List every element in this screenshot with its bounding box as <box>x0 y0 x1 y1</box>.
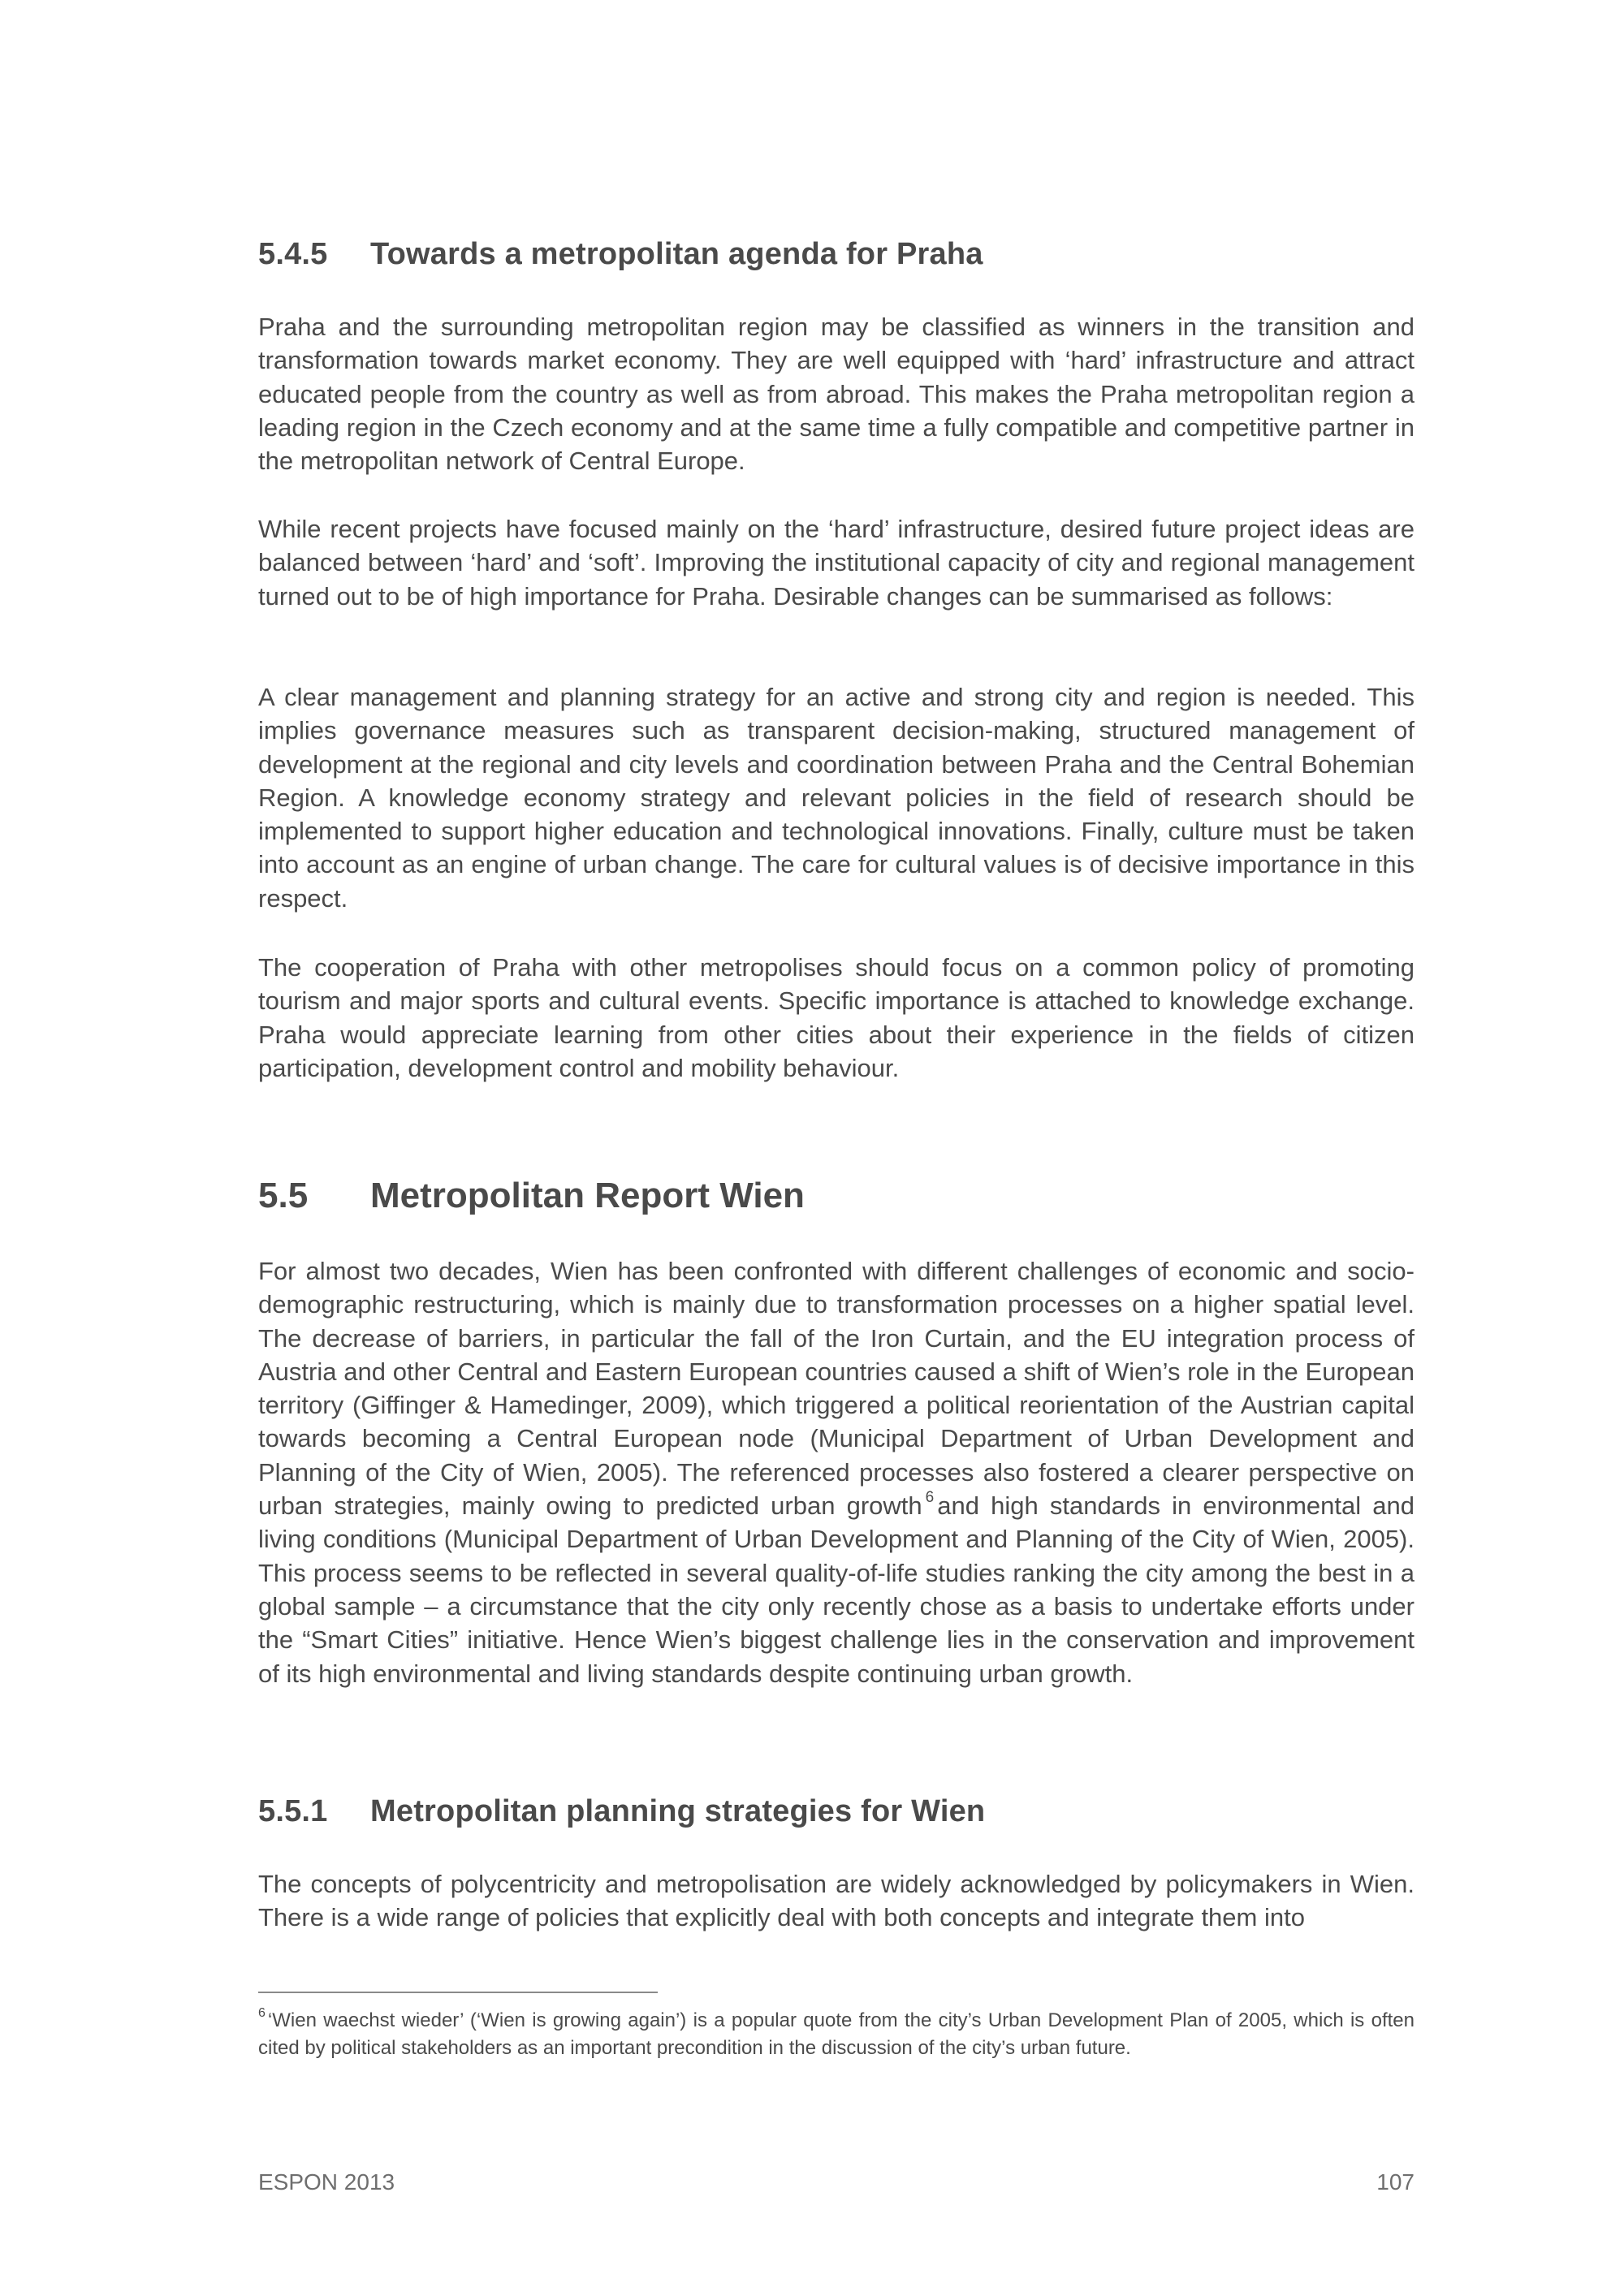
section-number: 5.5.1 <box>258 1794 328 1828</box>
footnote-reference[interactable]: 6 <box>925 1488 935 1506</box>
footnote-divider <box>258 1992 658 1993</box>
page-number: 107 <box>1376 2169 1415 2195</box>
paragraph-praha-cooperation: The cooperation of Praha with other metropolises should focus on a common policy of promoting tourism and major sports and cultural events. Specific importance is attached to knowledge exchange. Praha would appreciate learning from other cities about their experience in the fields of citizen participation, development control and mobility behaviour. <box>258 953 1415 1082</box>
paragraph-praha-strategy: A clear management and planning strategy for an active and strong city and region is needed. This implies governance measures such as transparent decision-making, structured management of development at the regional and city levels and coordination between Praha and the Central Bohemian Region. A knowledge economy strategy and relevant policies in the field of research should be implemented to support higher education and technological innovations. Finally, culture must be taken into account as an engine of urban change. The care for cultural values is of decisive importance in this respect. <box>258 683 1415 913</box>
footnote-text: ‘Wien waechst wieder’ (‘Wien is growing again’) is a popular quote from the city’s Urban Development Plan of 2005, which is often cited by political stakeholders as an important precondition in the discussion of the city’s urban future. <box>258 2009 1415 2059</box>
section-heading-5-5-1 <box>258 1794 985 1829</box>
section-heading-5-5 <box>258 1176 805 1216</box>
footnote <box>258 2007 1415 2062</box>
paragraph-text: For almost two decades, Wien has been confronted with different challenges of economic and socio-demographic restructuring, which is mainly due to transformation processes on a higher spatial level. The decrease of barriers, in particular the fall of the Iron Curtain, and the EU integration process of Austria and other Central and Eastern European countries caused a shift of Wien’s role in the European territory (Giffinger & Hamedinger, 2009), which triggered a political reorientation of the Austrian capital towards becoming a Central European node (Municipal Department of Urban Development and Planning of the City of Wien, 2005). The referenced processes also fostered a clearer perspective on urban strategies, mainly owing to predicted urban growth <box>258 1257 1415 1521</box>
section-title: Metropolitan Report Wien <box>370 1176 805 1215</box>
paragraph-text: and high standards in environmental and living conditions (Municipal Department of Urban Development and Planning of the City of Wien, 2005). This process seems to be reflected in several quality-of-life studies ranking the city among the best in a global sample – a circumstance that the city only recently chose as a basis to undertake efforts under the “Smart Cities” initiative. Hence Wien’s biggest challenge lies in the conservation and improvement of its high environmental and living standards despite continuing urban growth. <box>258 1491 1415 1688</box>
section-number: 5.5 <box>258 1176 309 1215</box>
footer-publication: ESPON 2013 <box>258 2169 395 2195</box>
footnote-marker: 6 <box>258 2006 266 2020</box>
document-page <box>258 0 1415 2296</box>
section-title: Towards a metropolitan agenda for Praha <box>370 237 983 271</box>
paragraph-praha-winners: Praha and the surrounding metropolitan region may be classified as winners in the transition and transformation towards market economy. They are well equipped with ‘hard’ infrastructure and attract educated people from the country as well as from abroad. This makes the Praha metropolitan region a leading region in the Czech economy and at the same time a fully compatible and competitive partner in the metropolitan network of Central Europe. <box>258 313 1415 476</box>
paragraph-praha-projects: While recent projects have focused mainly on the ‘hard’ infrastructure, desired future project ideas are balanced between ‘hard’ and ‘soft’. Improving the institutional capacity of city and regional management turned out to be of high importance for Praha. Desirable changes can be summarised as follows: <box>258 515 1415 611</box>
paragraph-wien-polycentricity: The concepts of polycentricity and metropolisation are widely acknowledged by policymakers in Wien. There is a wide range of policies that explicitly deal with both concepts and integrate them into <box>258 1870 1415 1932</box>
section-number: 5.4.5 <box>258 237 328 271</box>
paragraph-wien-intro <box>258 1254 1415 1690</box>
section-heading-5-4-5 <box>258 237 983 272</box>
section-title: Metropolitan planning strategies for Wien <box>370 1794 986 1828</box>
